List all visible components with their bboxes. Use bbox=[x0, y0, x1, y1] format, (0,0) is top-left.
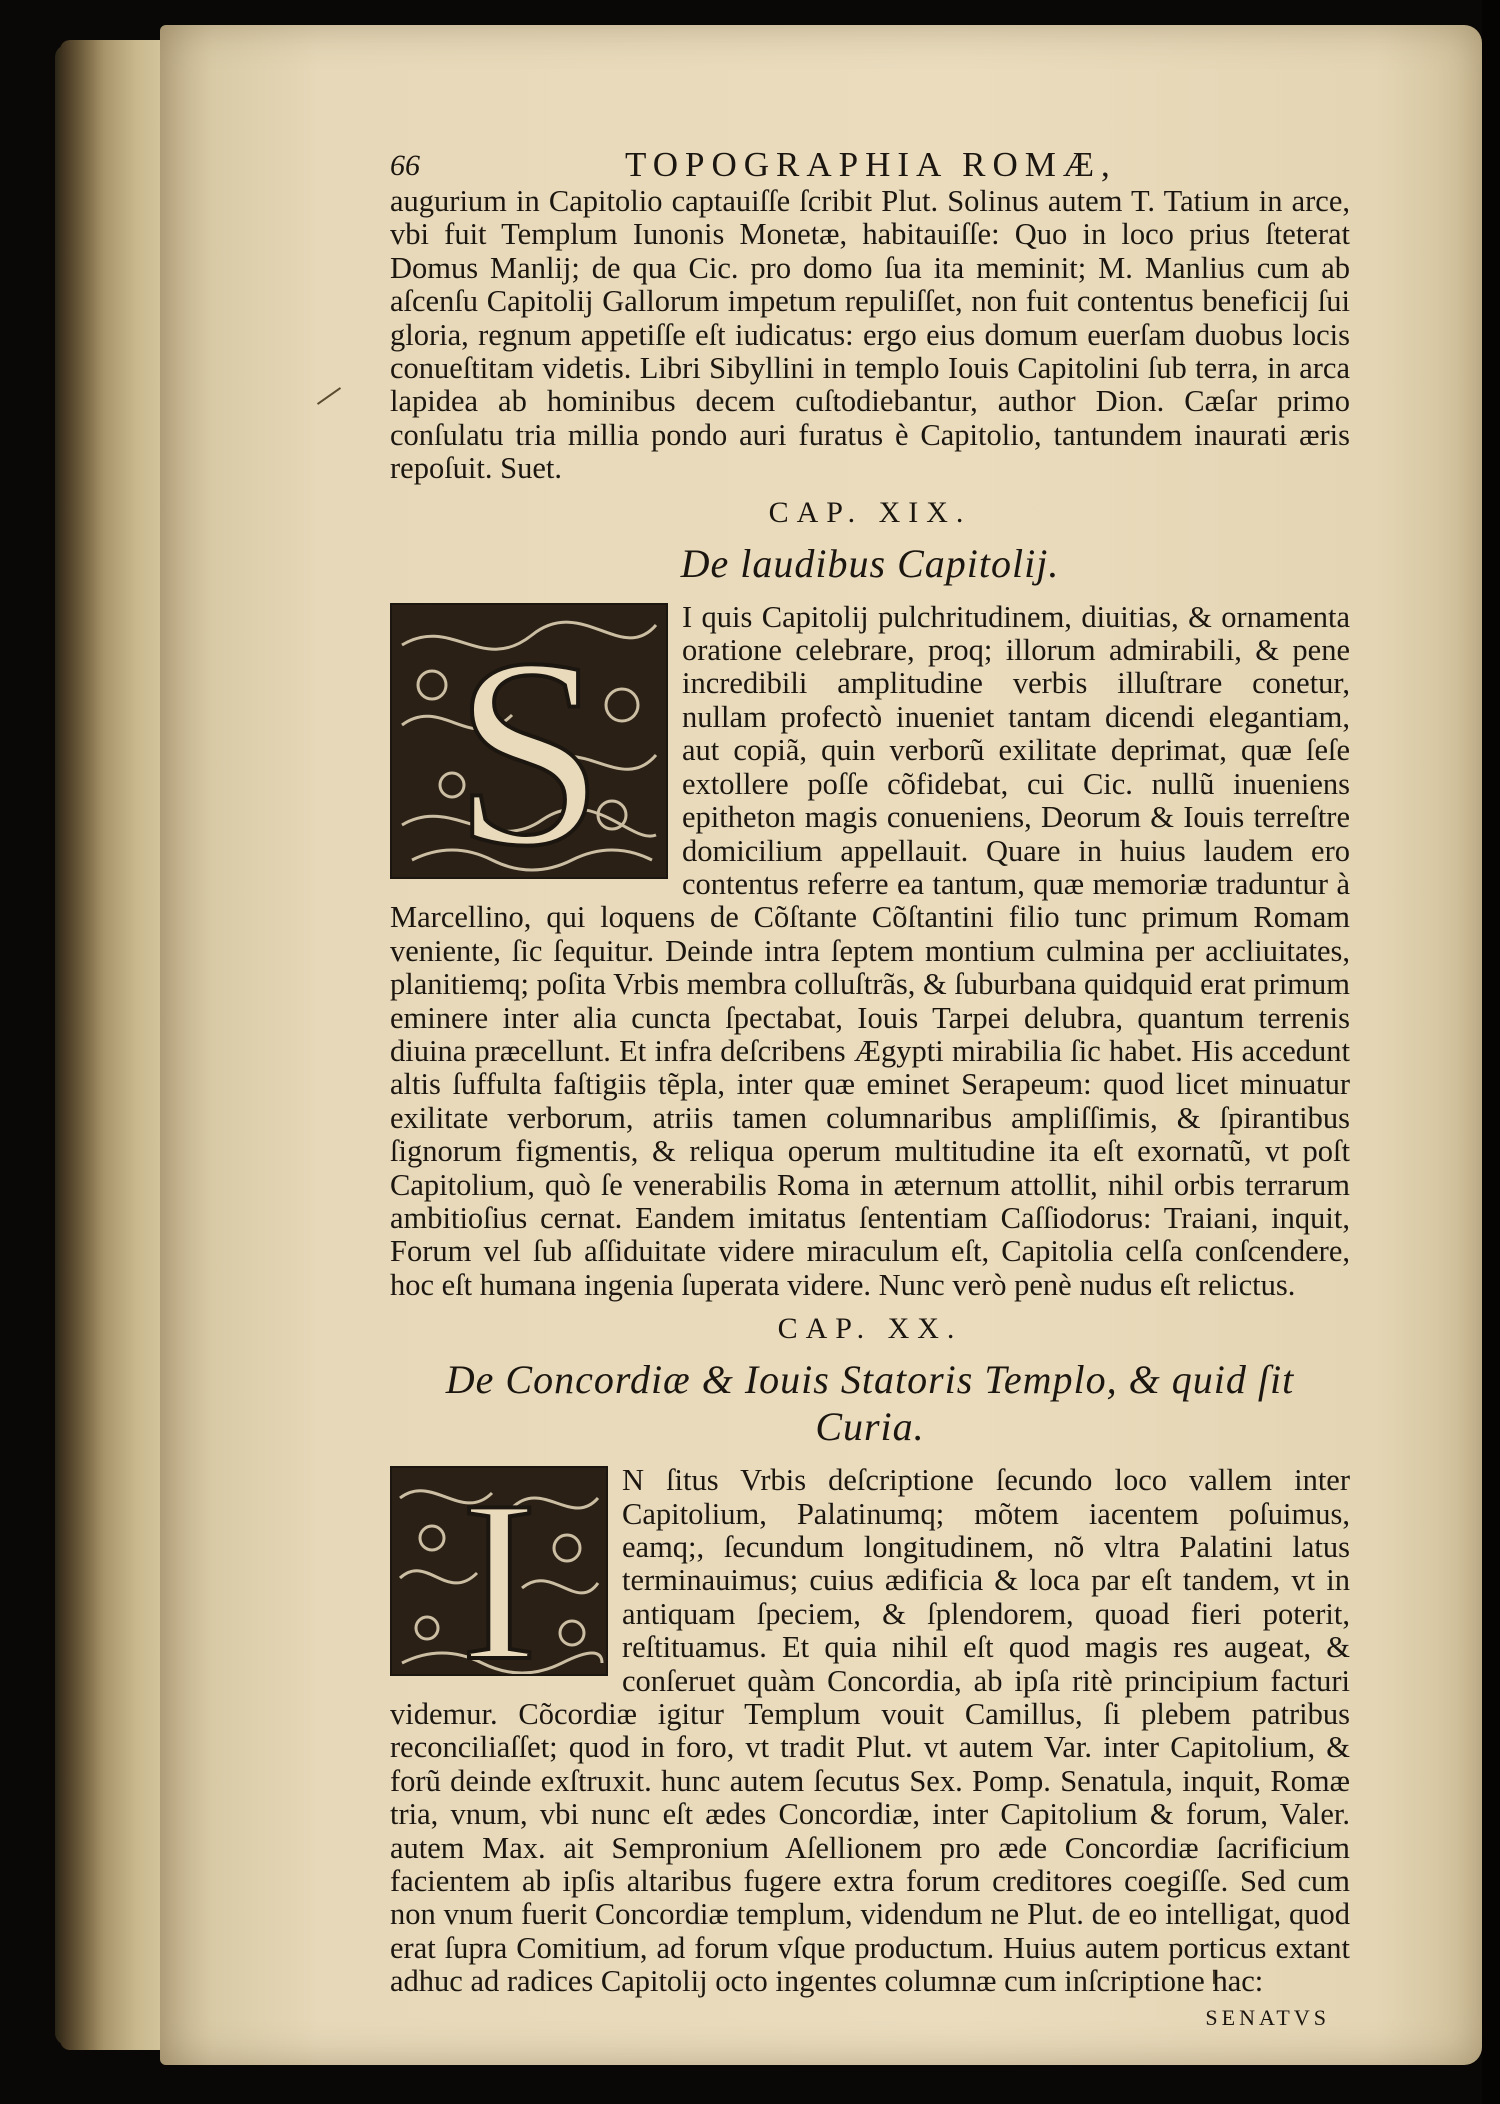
scan-edge bbox=[1482, 0, 1500, 2104]
catchword: SENATVS bbox=[1205, 2004, 1330, 2030]
chapter-19-number: CAP. XIX. bbox=[768, 495, 972, 529]
chapter-20-text: N ſitus Vrbis deſcriptione ſecundo loco vallem inter Capitolium, Palatinumq; mõtem iacentem poſuimus, eamq;, ſecundum longitudinem, nõ vltra Palatini latus terminauimus; cuius ædificia & loca par eſt tandem, vt in antiquam ſpeciem, & ſplendorem, quoad fieri poterit, reſtituamus. Et quia nihil eſt quod magis res augeat, & conſeruet quàm Concordia, ab ipſa ritè principium facturi videmur. Cõcordiæ igitur Templum vouit Camillus, ſi plebem patribus reconciliaſſet; quod in foro, vt tradit Plut. vt autem Var. inter Capitolium, & forũ deinde exſtruxit. hunc autem ſecutus Sex. Pomp. Senatula, inquit, Romæ tria, vnum, vbi nunc eſt ædes Concordiæ, inter Capitolium & forum, Valer. autem Max. ait Sempronium Aſellionem pro æde Concordiæ ſacrificium facientem ab ipſis altaribus fugere extra forum creditores coegiſſe. Sed cum non vnum fuerit Concordiæ templum, videndum ne Plut. de eo intelligat, quod erat ſupra Comitium, ad forum vſque productum. Huius autem porticus extant adhuc ad radices Capitolij octo ingentes columnæ cum inſcriptione hac: bbox=[390, 1463, 1350, 1999]
chapter-19-body bbox=[390, 601, 1350, 1303]
initial-i-glyph: I bbox=[460, 1468, 538, 1675]
chapter-19-text: I quis Capitolij pulchritudinem, diuitias, & ornamenta oratione celebrare, proq; illorum admirabili, & pene incredibili amplitudine verbis illuſtrare conetur, nullam profectò inueniet tantam dicendi elegantiam, aut copiã, quin verborũ exilitate deprimat, quæ ſeſe extollere poſſe cõfidebat, cui Cic. nullũ inueniens epitheton magis conueniens, Deorum & Iouis terreſtre domicilium appellauit. Quare in huius laudem ero contentus referre ea tantum, quæ memoriæ traduntur à Marcellino, qui loquens de Cõſtante Cõſtantini filio tunc primum Romam veniente, ſic ſequitur. Deinde intra ſeptem montium culmina per accliuitates, planitiemq; poſita Vrbis membra colluſtrãs, & ſuburbana quidquid erat primum eminere inter alia cuncta ſpectabat, Iouis Tarpei delubra, quantum terrenis diuina præcellunt. Et infra deſcribens Ægypti mirabilia ſic habet. His accedunt altis ſuffulta faſtigiis tẽpla, inter quæ eminet Serapeum: quod licet minuatur exilitate verborum, atriis tamen columnaribus ampliſſimis, & ſpirantibus ſignorum figmentis, & reliqua operum multitudine ita eſt exornatũ, vt poſt Capitolium, quò ſe venerabilis Roma in æternum attollit, nihil orbis terrarum ambitioſius cernat. Eandem imitatus ſententiam Caſſiodorus: Traiani, inquit, Forum vel ſub aſſiduitate videre miraculum eſt, Capitolia celſa conſcendere, hoc eſt humana ingenia ſuperata videre. Nunc verò penè nudus eſt relictus. bbox=[390, 599, 1350, 1302]
chapter-20-title: De Concordiæ & Iouis Statoris Templo, & quid ſit Curia. bbox=[445, 1357, 1295, 1450]
chapter-20-body bbox=[390, 1464, 1350, 1999]
chapter-19-title: De laudibus Capitolij. bbox=[680, 540, 1060, 586]
ornamental-s-icon bbox=[392, 605, 666, 877]
intro-paragraph: augurium in Capitolio captauiſſe ſcribit Plut. Solinus autem T. Tatium in arce, vbi fuit Templum Iunonis Monetæ, habitauiſſe: Quo in loco prius ſteterat Domus Manlij; de qua Cic. pro domo ſua ita meminit; M. Manlius cum ab aſcenſu Capitolij Gallorum impetum repuliſſet, non fuit contentus beneficij ſui gloria, regnum appetiſſe eſt iudicatus: ergo eius domum euerſam duobus locis conueſtitam videtis. Libri Sibyllini in templo Iouis Capitolini ſub terra, in arca lapidea ab hominibus decem cuſtodiebantur, author Dion. Cæſar primo conſulatu tria millia pondo auri furatus è Capitolio, tantundem inaurati æris repoſuit. Suet. bbox=[390, 184, 1350, 486]
running-title: TOPOGRAPHIA ROMÆ, bbox=[625, 145, 1117, 184]
woodcut-initial-i bbox=[390, 1466, 608, 1676]
page-edges bbox=[60, 40, 170, 2050]
ornamental-i-icon bbox=[392, 1468, 606, 1674]
woodcut-initial-s bbox=[390, 603, 668, 879]
initial-s-glyph: S bbox=[453, 604, 605, 877]
page-content bbox=[390, 135, 1350, 2031]
chapter-20-number: CAP. XX. bbox=[777, 1312, 963, 1346]
page-number: 66 bbox=[390, 149, 420, 182]
running-head bbox=[390, 135, 1350, 185]
